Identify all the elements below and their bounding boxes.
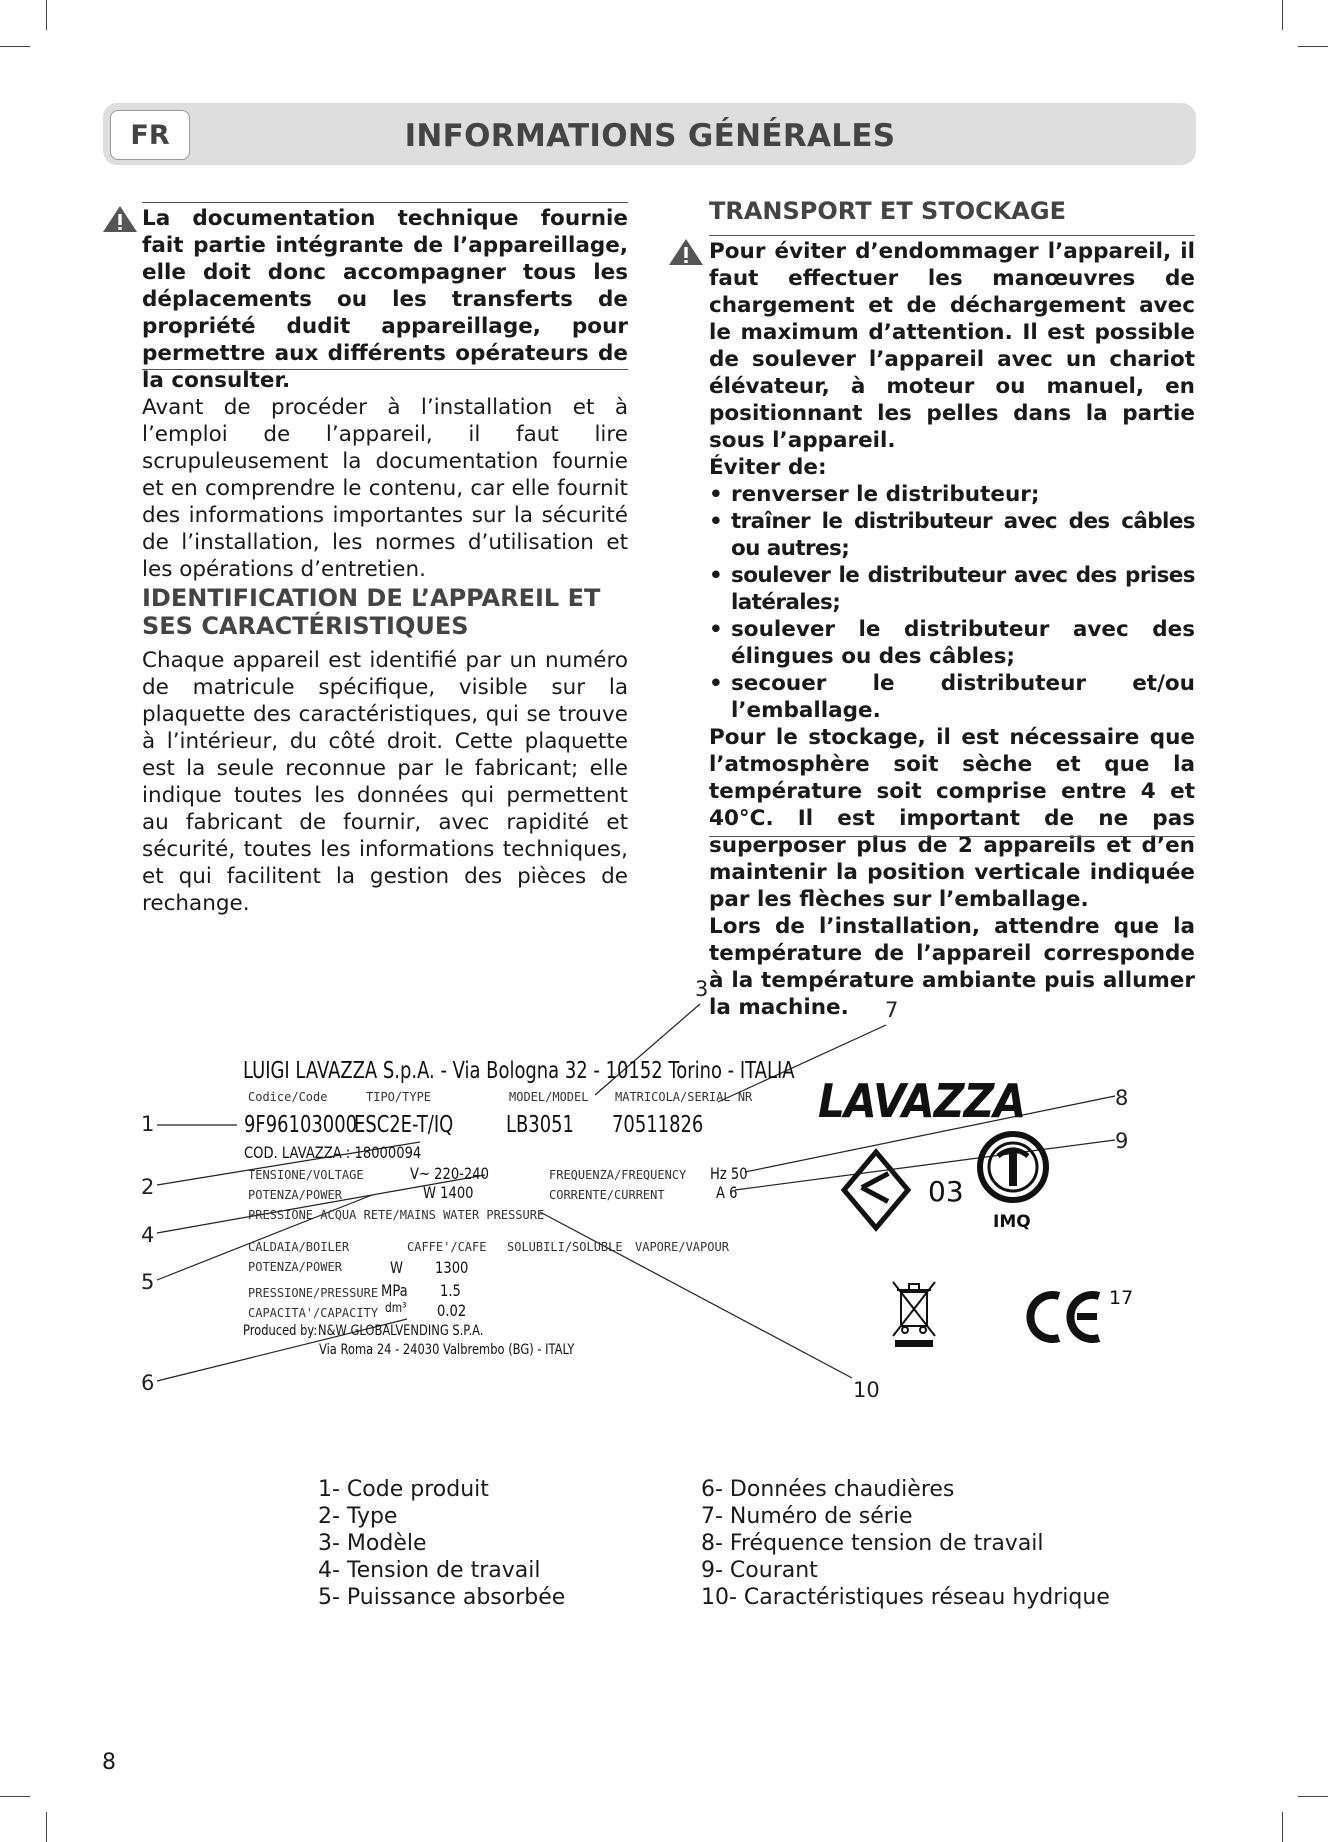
avoid-label: Éviter de: [709,455,827,480]
callout-number: 4 [141,1223,155,1247]
plate-producer: N&W GLOBALVENDING S.P.A. [318,1323,484,1339]
plate-label: Codice/Code [248,1090,328,1104]
plate-unit: W [390,1258,403,1277]
legend-item: 1- Code produit [318,1477,489,1502]
plate-type-value: ESC2E-T/IQ [354,1112,454,1138]
plate-frequency-value: Hz 50 [710,1164,748,1183]
page-number: 8 [102,1750,116,1775]
plate-label: PRESSIONE ACQUA RETE/MAINS WATER PRESSURE [248,1208,545,1222]
plate-boiler-power-value: 1300 [435,1258,469,1277]
plate-boiler-capacity-value: 0.02 [437,1301,467,1320]
plate-label: CAFFE'/CAFE [407,1240,487,1254]
legend-item: 3- Modèle [318,1531,427,1556]
list-item: • soulever le distributeur avec des élingues ou des câbles; [709,616,1195,670]
legend-left [318,1476,565,1611]
callout-number: 7 [885,998,899,1022]
warning-text: La documentation technique fournie fait partie intégrante de l’appareillage, elle doit donc accompagner tous les déplacements ou les transferts de propriété dudit appareillage, pour permettre aux différents opérateurs de la consulter. [142,206,628,393]
plate-produced-by: Produced by: [243,1323,318,1339]
callout-number: 6 [141,1371,155,1395]
legend-item: 2- Type [318,1504,398,1529]
callout-number: 10 [853,1378,880,1402]
callout-number: 5 [141,1270,155,1294]
imq-mark-icon [976,1130,1050,1204]
plate-current-value: A 6 [716,1183,738,1202]
callout-number: 1 [141,1112,155,1136]
legend-item: 8- Fréquence tension de travail [701,1531,1044,1556]
plate-label: MODEL/MODEL [509,1090,589,1104]
legend-item: 6- Données chaudières [701,1477,955,1502]
legend-item: 10- Caractéristiques réseau hydrique [701,1585,1110,1610]
plate-cod-lavazza: COD. LAVAZZA : 18000094 [244,1143,422,1162]
ce-mark-icon [1025,1288,1103,1346]
section-title-transport: TRANSPORT ET STOCKAGE [709,197,1066,225]
language-badge: FR [110,110,190,160]
list-item: • soulever le distributeur avec des prises latérales; [709,562,1195,616]
identification-text: Chaque appareil est identifié par un numéro de matricule spécifique, visible sur la plaquette des caractéristiques, qui se trouve à l’intérieur, du côté droit. Cette plaquette est la seule reconnue par le fabricant; elle indique toutes les données qui permettent au fabricant de fournir, avec rapidité et sécurité, toutes les informations techniques, et qui facilitent la gestion des pièces de rechange. [142,648,628,916]
plate-code-value: 9F96103000 [244,1112,358,1138]
plate-label: CAPACITA'/CAPACITY [248,1306,379,1320]
callout-number: 3 [695,977,709,1001]
plate-label: POTENZA/POWER [248,1260,342,1274]
list-item: • secouer le distributeur et/ou l’emballage. [709,670,1195,724]
install-text: Lors de l’installation, attendre que la température de l’appareil corresponde à la température ambiante puis allumer la machine. [709,914,1195,1020]
legend-right [701,1476,1110,1611]
storage-text: Pour le stockage, il est nécessaire que l’atmosphère soit sèche et que la température soit comprise entre 4 et 40°C. Il est important de ne pas superposer plus de 2 appareils et d’en maintenir la position verticale indiquée par les flèches sur l’emballage. [709,725,1195,912]
weee-bin-icon [889,1278,939,1348]
plate-label: TIPO/TYPE [366,1090,432,1104]
transport-warning: Pour éviter d’endommager l’appareil, il faut effectuer les manœuvres de chargement et de déchargement avec le maximum d’attention. Il est possible de soulever l’appareil avec un chariot élévateur, à moteur ou manuel, en positionnant les pelles dans la partie sous l’appareil. [709,239,1195,453]
plate-producer-address: Via Roma 24 - 24030 Valbrembo (BG) - ITALY [319,1342,575,1358]
enec-code: 03 [928,1175,964,1208]
callout-number: 2 [141,1175,155,1199]
plate-label: VAPORE/VAPOUR [635,1240,729,1254]
plate-label: FREQUENZA/FREQUENCY [549,1168,687,1182]
plate-model-value: LB3051 [506,1112,574,1138]
plate-label: CALDAIA/BOILER [248,1240,350,1254]
plate-company-line: LUIGI LAVAZZA S.p.A. - Via Bologna 32 - 10152 Torino - ITALIA [243,1058,795,1084]
plate-label: POTENZA/POWER [248,1188,342,1202]
section-title-identification: IDENTIFICATION DE L’APPAREIL ET SES CARACTÉRISTIQUES [142,584,601,640]
page-title: INFORMATIONS GÉNÉRALES [404,118,896,154]
plate-label: TENSIONE/VOLTAGE [248,1168,364,1182]
plate-label: MATRICOLA/SERIAL NR [615,1090,753,1104]
plate-voltage-value: V~ 220-240 [410,1164,489,1183]
plate-unit: MPa [381,1281,408,1300]
plate-serial-value: 70511826 [612,1112,704,1138]
intro-text: Avant de procéder à l’installation et à l’emploi de l’appareil, il faut lire scrupuleusement la documentation fournie et en comprendre le contenu, car elle fournit des informations importantes sur la sécurité de l’installation, les normes d’utilisation et les opérations d’entretien. [142,395,628,582]
callout-number: 9 [1115,1129,1129,1153]
plate-label: SOLUBILI/SOLUBLE [507,1240,623,1254]
legend-item: 9- Courant [701,1558,818,1583]
plate-power-value: W 1400 [423,1183,474,1202]
list-item: • traîner le distributeur avec des câbles ou autres; [709,508,1195,562]
plate-boiler-pressure-value: 1.5 [440,1281,461,1300]
plate-label: PRESSIONE/PRESSURE [248,1286,379,1300]
ce-number: 17 [1109,1287,1134,1309]
legend-item: 4- Tension de travail [318,1558,541,1583]
plate-label: CORRENTE/CURRENT [549,1188,665,1202]
legend-item: 5- Puissance absorbée [318,1585,566,1610]
list-item: • renverser le distributeur; [709,481,1195,508]
legend-item: 7- Numéro de série [701,1504,913,1529]
imq-label: IMQ [993,1212,1031,1232]
plate-unit: dm³ [385,1301,407,1316]
callout-number: 8 [1115,1086,1129,1110]
lavazza-logo: LAVAZZA [818,1074,1026,1128]
